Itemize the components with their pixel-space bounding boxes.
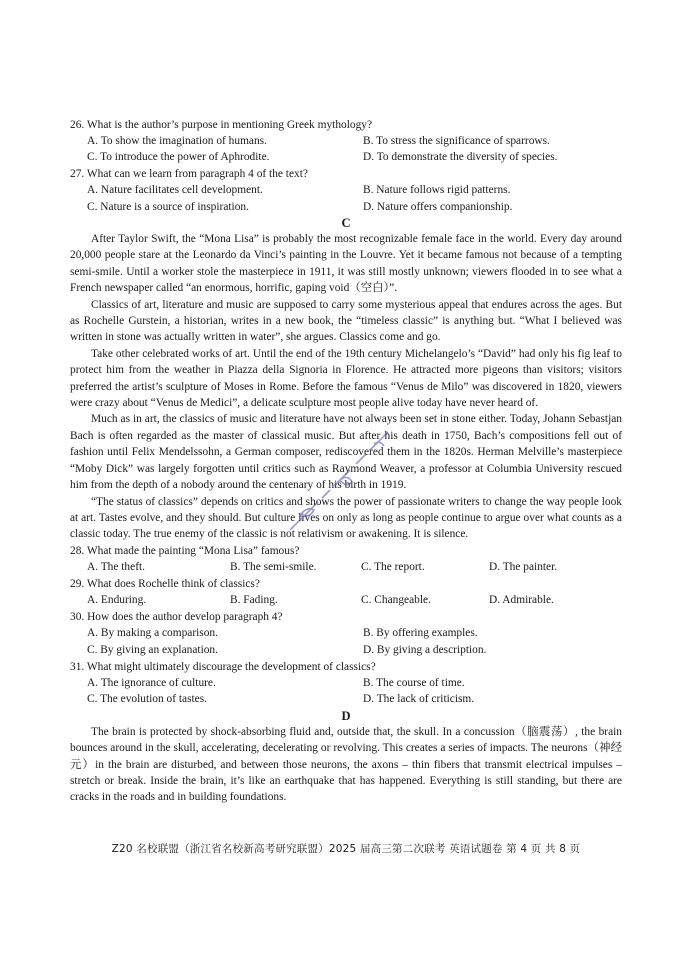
option-b: B. To stress the significance of sparrows. <box>363 134 550 147</box>
option-c: C. The report. <box>361 561 425 574</box>
option-a: A. The ignorance of culture. <box>87 676 216 689</box>
option-c: C. By giving an explanation. <box>87 643 218 656</box>
option-b: B. By offering examples. <box>363 627 478 640</box>
option-a: A. Nature facilitates cell development. <box>87 184 263 196</box>
question-text: 31. What might ultimately discourage the development of classics? <box>70 660 376 673</box>
paragraph: The brain is protected by shock-absorbing fluid and, outside that, the skull. In a concussion（脑震荡）, the brain bounces around in the skull, accelerating, decelerating or revolving. This creates a series of impacts. The neurons（神经元）in the brain are disturbed, and between those neurons, the axons – thin fibers that transmit electrical impulses – stretch or break. Inside the brain, it’s like an earthquake that has happened. Everything is still standing, but there are cracks in the roads and in building foundations. <box>70 725 622 804</box>
option-d: D. By giving a description. <box>363 643 487 656</box>
option-b: B. Fading. <box>230 594 278 607</box>
paragraph: “The status of classics” depends on critics and shows the power of passionate writers to change the way people look at art. Tastes evolve, and they should. But culture lives on only as long as people continue to argue over what counts as a classic today. The true enemy of the classic is not relativism or awakening. It is silence. <box>70 495 622 541</box>
paragraph: Take other celebrated works of art. Until the end of the 19th century Michelangelo’s “David” had only his fig leaf to protect him from the weather in Piazza della Signoria in Florence. He attracted more pigeons than visitors; visitors preferred the artist’s sculpture of Moses in Rome. Before the famous “Venus de Milo” was discovered in 1820, viewers were crazy about “Venus de Medici”, a delicate sculpture most people alive today have never heard of. <box>70 347 622 410</box>
paragraph: Much as in art, the classics of music and literature have not always been set in stone either. Today, Johann Sebastjan Bach is often regarded as the master of classical music. But after his death in 1750, Bach’s compositions fell out of fashion until Felix Mendelssohn, a German composer, rediscovered them in the 1820s. Herman Melville’s masterpiece “Moby Dick” was largely forgotten until critics such as Raymond Weaver, a professor at Columbia University rescued him from the depth of a nobody around the centenary of his birth in 1919. <box>70 413 622 492</box>
question-text: 29. What does Rochelle think of classics? <box>70 578 260 591</box>
passage-c <box>70 231 622 543</box>
option-d: D. The lack of criticism. <box>363 693 475 706</box>
option-grid <box>70 592 622 609</box>
option-grid <box>70 559 622 576</box>
option-grid <box>70 675 622 708</box>
exam-page <box>70 116 622 806</box>
question-31 <box>70 659 622 708</box>
option-b: B. The semi-smile. <box>230 561 317 574</box>
question-29 <box>70 576 622 609</box>
option-d: D. Admirable. <box>489 594 554 607</box>
question-text: 28. What made the painting “Mona Lisa” famous? <box>70 545 300 558</box>
page-footer: Z20 名校联盟（浙江省名校新高考研究联盟）2025 届高三第二次联考 英语试题卷 第 4 页 共 8 页 <box>111 843 581 855</box>
option-a: A. The theft. <box>87 561 145 574</box>
question-text: 27. What can we learn from paragraph 4 of the text? <box>70 168 308 180</box>
option-a: A. By making a comparison. <box>87 627 218 640</box>
option-grid <box>70 133 622 166</box>
option-b: B. The course of time. <box>363 676 465 689</box>
question-27 <box>70 166 622 215</box>
option-c: C. The evolution of tastes. <box>87 693 208 706</box>
option-b: B. Nature follows rigid patterns. <box>363 184 511 196</box>
option-grid <box>70 182 622 215</box>
option-a: A. To show the imagination of humans. <box>87 134 267 147</box>
question-30 <box>70 609 622 658</box>
option-d: D. Nature offers companionship. <box>363 200 513 213</box>
section-heading-d: D <box>341 708 351 723</box>
option-c: C. Nature is a source of inspiration. <box>87 200 249 213</box>
paragraph: After Taylor Swift, the “Mona Lisa” is probably the most recognizable female face in the world. Every day around 20,000 people stare at the Leonardo da Vinci’s painting in the Louvre. Yet it became famous not because of a tempting semi-smile. Until a worker stole the masterpiece in 1911, it was still mostly unknown; viewers flooded in to see what a French newspaper called “an enormous, horrific, gaping void（空白）”. <box>70 233 622 295</box>
paragraph: Classics of art, literature and music are supposed to carry some mysterious appeal that endures across the ages. But as Rochelle Gurstein, a historian, writes in a new book, the “timeless classic” is anything but. “What I believed was written in stone was actually written in water”, she argues. Classics come and go. <box>70 298 622 344</box>
question-text: 26. What is the author’s purpose in mentioning Greek mythology? <box>70 118 373 131</box>
option-c: C. Changeable. <box>361 594 431 607</box>
option-a: A. Enduring. <box>87 594 147 607</box>
question-28 <box>70 543 622 576</box>
question-26 <box>70 117 622 166</box>
option-grid <box>70 625 622 658</box>
section-heading-c: C <box>341 216 351 230</box>
option-d: D. To demonstrate the diversity of species. <box>363 151 558 163</box>
option-c: C. To introduce the power of Aphrodite. <box>87 151 270 163</box>
passage-d <box>70 724 622 806</box>
option-d: D. The painter. <box>489 561 558 574</box>
question-text: 30. How does the author develop paragraph 4? <box>70 611 283 624</box>
